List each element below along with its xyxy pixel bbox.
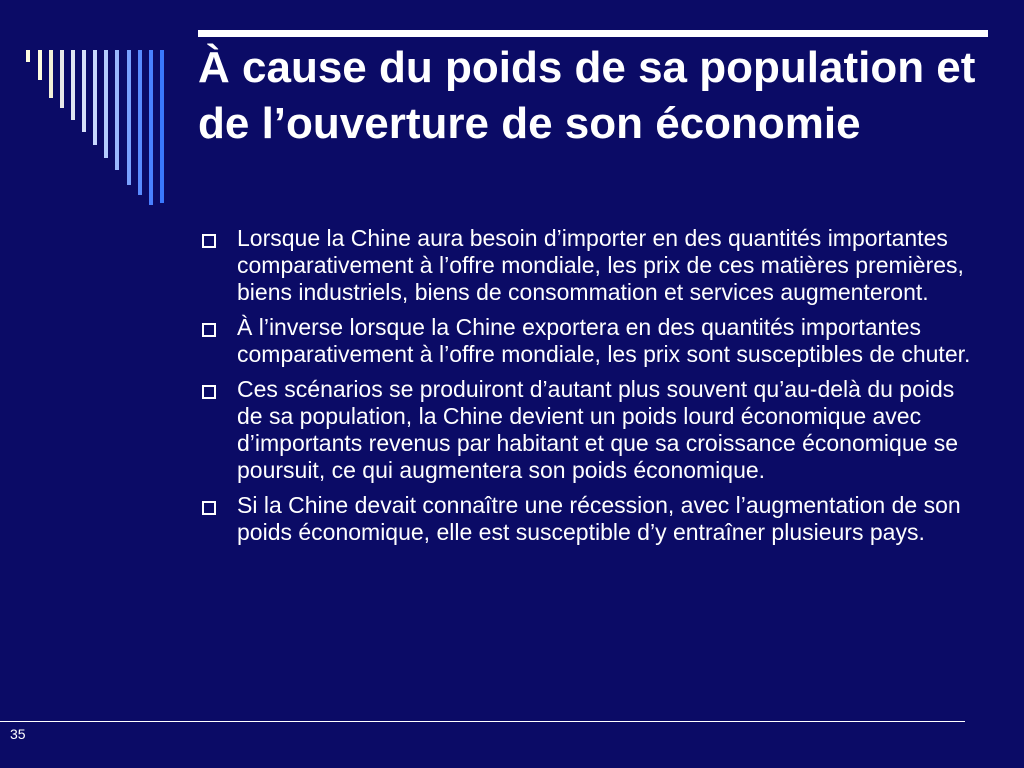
slide-title: À cause du poids de sa population et de l’ouverture de son économie [198, 43, 976, 148]
hollow-square-bullet-icon [202, 323, 216, 337]
hollow-square-bullet-icon [202, 385, 216, 399]
bullet-text: Ces scénarios se produiront d’autant plus souvent qu’au-delà du poids de sa population, la Chine devient un poids lourd économique avec d’importants revenus par habitant et que sa croissance économique se poursuit, ce qui augmentera son poids économique. [237, 376, 959, 483]
stripe [60, 50, 64, 108]
bottom-rule [0, 721, 965, 722]
bullet-text: Lorsque la Chine aura besoin d’importer en des quantités importantes comparativement à l’offre mondiale, les prix de ces matières premières, biens industriels, biens de consommation et services augmenteront. [237, 225, 964, 305]
decorative-stripes [0, 0, 180, 215]
list-item [198, 225, 973, 306]
list-item [198, 314, 973, 368]
slide-number: 35 [10, 726, 26, 742]
stripe [115, 50, 119, 170]
stripe [138, 50, 142, 195]
stripe [93, 50, 97, 145]
stripe [38, 50, 42, 80]
bullet-text: Si la Chine devait connaître une récession, avec l’augmentation de son poids économique, elle est susceptible d’y entraîner plusieurs pays. [237, 492, 961, 545]
list-item [198, 376, 973, 484]
bullet-list [198, 225, 973, 554]
top-rule [198, 30, 988, 37]
list-item [198, 492, 973, 546]
hollow-square-bullet-icon [202, 234, 216, 248]
stripe [26, 50, 30, 62]
stripe [71, 50, 75, 120]
stripe [149, 50, 153, 205]
bullet-text: À l’inverse lorsque la Chine exportera en des quantités importantes comparativement à l’offre mondiale, les prix sont susceptibles de chuter. [237, 314, 971, 367]
stripe [127, 50, 131, 185]
stripe [82, 50, 86, 132]
stripe [104, 50, 108, 158]
stripe [160, 50, 164, 203]
hollow-square-bullet-icon [202, 501, 216, 515]
stripe [49, 50, 53, 98]
